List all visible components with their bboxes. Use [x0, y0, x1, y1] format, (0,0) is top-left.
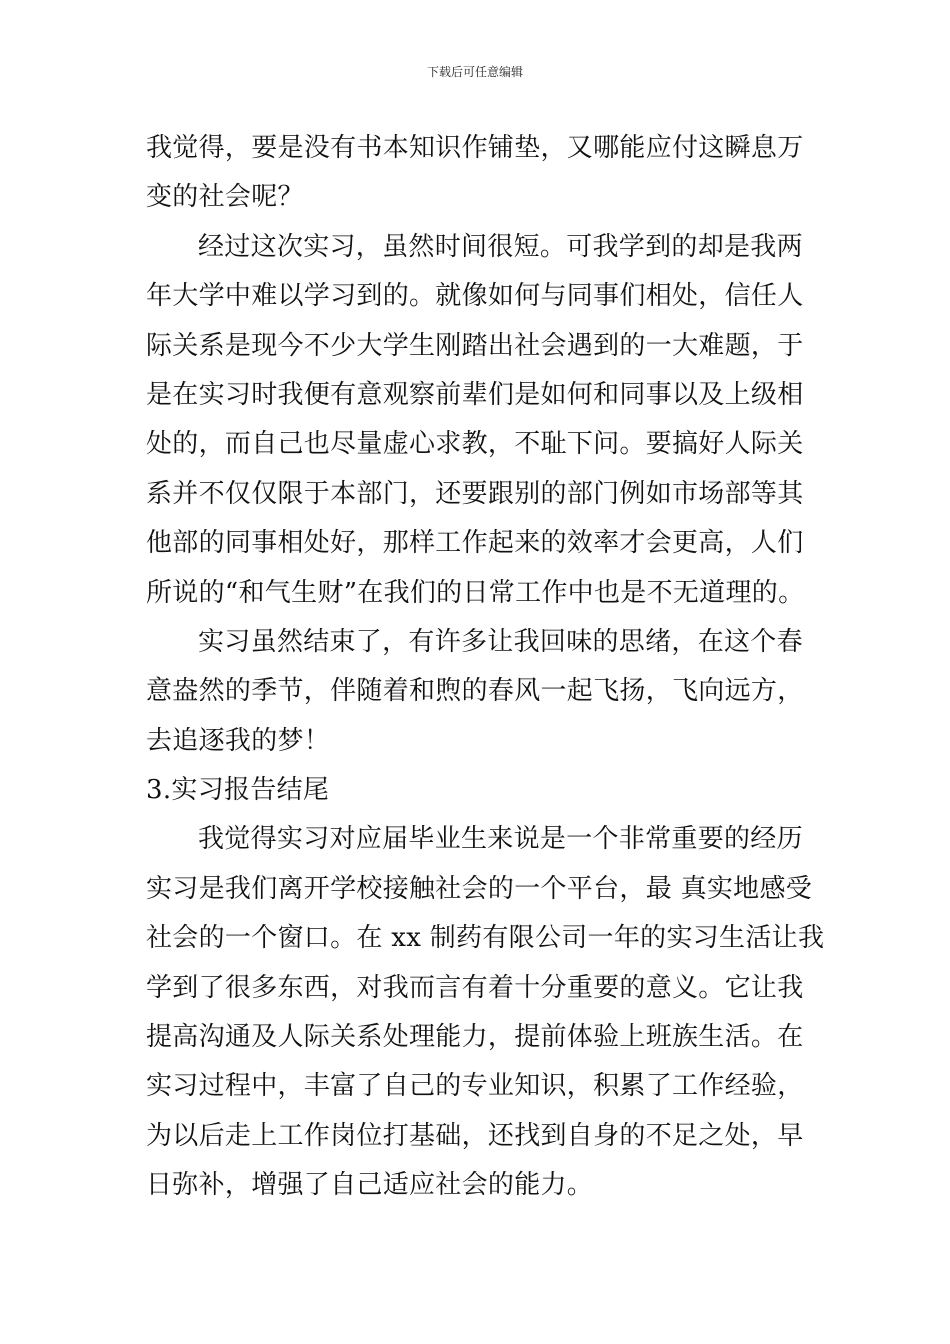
text-line: 去追逐我的梦！	[146, 725, 331, 756]
text-line: 我觉得，要是没有书本知识作铺垫，又哪能应付这瞬息万	[146, 133, 804, 163]
paragraph-start-line: 我觉得实习对应届毕业生来说是一个非常重要的经历	[198, 824, 803, 855]
paragraph-start-line: 经过这次实习，虽然时间很短。可我学到的却是我两	[198, 231, 803, 262]
text-line: 为以后走上工作岗位打基础，还找到自身的不足之处，早	[146, 1120, 804, 1151]
text-line: 年大学中难以学习到的。就像如何与同事们相处，信任人	[146, 281, 804, 312]
paragraph-start-line: 实习虽然结束了，有许多让我回味的思绪，在这个春	[198, 626, 803, 657]
text-line: 他部的同事相处好，那样工作起来的效率才会更高，人们	[146, 528, 804, 559]
text-line: 是在实习时我便有意观察前辈们是如何和同事以及上级相	[146, 379, 804, 410]
text-line: 所说的“和气生财”在我们的日常工作中也是不无道理的。	[146, 577, 805, 608]
text-line: 实习是我们离开学校接触社会的一个平台，最 真实地感受	[146, 873, 813, 904]
page-header: 下载后可任意编辑	[426, 65, 523, 79]
text-line: 学到了很多东西，对我而言有着十分重要的意义。它让我	[146, 972, 804, 1003]
text-line: 处的，而自己也尽量虚心求教，不耻下问。要搞好人际关	[146, 429, 804, 460]
text-line: 日弥补，增强了自己适应社会的能力。	[146, 1170, 594, 1201]
text-line: 系并不仅仅限于本部门，还要跟别的部门例如市场部等其	[146, 478, 804, 509]
text-line: 社会的一个窗口。在 xx 制药有限公司一年的实习生活让我	[146, 923, 825, 954]
document-body	[146, 124, 825, 1211]
text-line: 提高沟通及人际关系处理能力，提前体验上班族生活。在	[146, 1022, 804, 1053]
text-line: 际关系是现今不少大学生刚踏出社会遇到的一大难题，于	[146, 330, 804, 361]
section-heading: 3.实习报告结尾	[146, 775, 330, 806]
text-line: 变的社会呢？	[146, 182, 304, 213]
text-line: 实习过程中，丰富了自己的专业知识，积累了工作经验，	[146, 1071, 804, 1102]
text-line: 意盎然的季节，伴随着和煦的春风一起飞扬，飞向远方，	[146, 676, 804, 707]
